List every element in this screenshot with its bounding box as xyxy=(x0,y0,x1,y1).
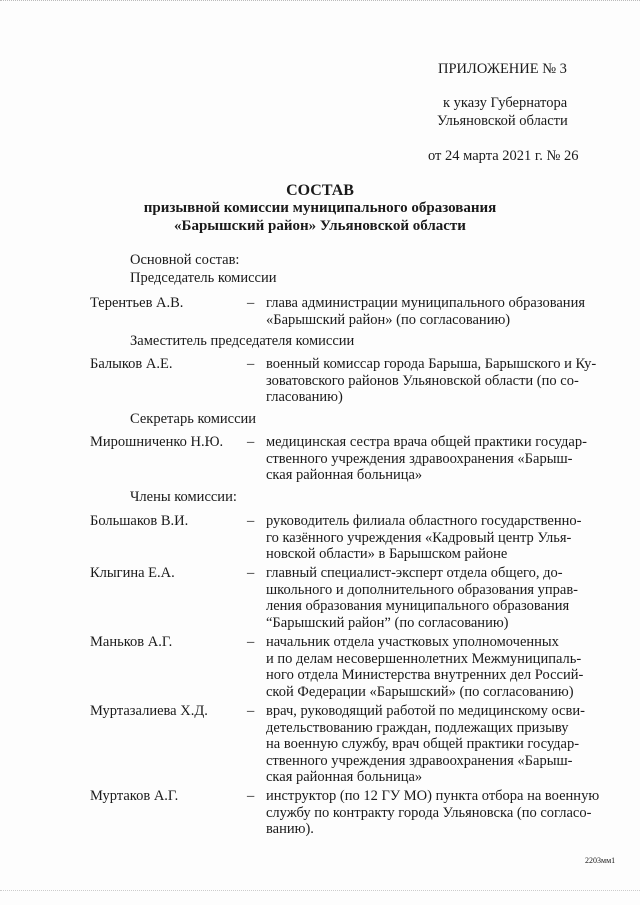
member-name: Маньков А.Г. xyxy=(90,634,173,650)
document-title: СОСТАВ xyxy=(286,182,354,199)
section-secretary: Секретарь комиссии xyxy=(130,411,257,427)
description-line: главный специалист-эксперт отдела общего, до- xyxy=(266,565,563,581)
dash: – xyxy=(247,634,255,650)
document-subtitle-2: «Барышский район» Ульяновской области xyxy=(174,218,466,234)
description-line: инструктор (по 12 ГУ МО) пункта отбора на военную xyxy=(266,788,600,804)
member-name: Мирошниченко Н.Ю. xyxy=(90,434,224,450)
member-description xyxy=(266,788,610,838)
dash: – xyxy=(247,356,255,372)
description-line: военный комиссар города Барыша, Барышского и Ку- xyxy=(266,356,597,372)
description-line: службу по контракту города Ульяновска (по согласо- xyxy=(266,804,592,821)
description-line: ская районная больница» xyxy=(266,467,423,484)
description-line: глава администрации муниципального образования xyxy=(266,295,585,311)
dash: – xyxy=(247,513,255,529)
description-line: “Барышский район” (по согласованию) xyxy=(266,614,509,631)
member-name: Терентьев А.В. xyxy=(90,295,184,311)
decree-line: к указу Губернатора xyxy=(443,95,568,111)
description-line: новской области» в Барышском районе xyxy=(266,546,508,563)
description-line: ская районная больница» xyxy=(266,769,423,786)
dash: – xyxy=(247,565,255,581)
member-name: Муртазалиева Х.Д. xyxy=(90,703,208,719)
dash: – xyxy=(247,295,255,311)
region-line: Ульяновской области xyxy=(437,113,568,129)
dash: – xyxy=(247,788,255,804)
description-line: го казённого учреждения «Кадровый центр Улья- xyxy=(266,529,572,546)
footer-code: 2203мм1 xyxy=(585,856,616,865)
description-line: ного отдела Министерства внутренних дел Россий- xyxy=(266,667,584,684)
description-line: руководитель филиала областного государственно- xyxy=(266,513,582,529)
section-chair: Председатель комиссии xyxy=(130,270,277,286)
description-line: зоватовского районов Ульяновской области (по со- xyxy=(266,372,579,389)
description-line: «Барышский район» (по согласованию) xyxy=(266,311,511,328)
member-description xyxy=(266,703,610,786)
description-line: детельствованию граждан, подлежащих призыву xyxy=(266,719,569,736)
description-line: ской Федерации «Барышский» (по согласованию) xyxy=(266,683,574,700)
description-line: ственного учреждения здравоохранения «Барыш- xyxy=(266,752,573,769)
member-name: Муртаков А.Г. xyxy=(90,788,179,804)
description-line: на военную службу, врач общей практики государ- xyxy=(266,736,580,753)
dash: – xyxy=(247,703,255,719)
member-description xyxy=(266,513,610,563)
section-main: Основной состав: xyxy=(130,252,240,268)
description-line: ления образования муниципального образования xyxy=(266,598,570,615)
scan-edge-bottom xyxy=(0,890,640,895)
description-line: начальник отдела участковых уполномоченных xyxy=(266,634,559,650)
member-name: Балыков А.Е. xyxy=(90,356,173,372)
member-name: Большаков В.И. xyxy=(90,513,189,529)
scan-edge-top xyxy=(0,0,640,5)
section-members: Члены комиссии: xyxy=(130,489,237,505)
appendix-label: ПРИЛОЖЕНИЕ № 3 xyxy=(438,61,567,77)
description-line: школьного и дополнительного образования управ- xyxy=(266,581,579,598)
dash: – xyxy=(247,434,255,450)
member-description xyxy=(266,434,610,484)
member-description xyxy=(266,565,610,631)
description-line: гласованию) xyxy=(266,389,343,406)
section-deputy: Заместитель председателя комиссии xyxy=(130,333,355,349)
decree-date: от 24 марта 2021 г. № 26 xyxy=(428,148,579,164)
member-description xyxy=(266,295,610,328)
description-line: ванию). xyxy=(266,821,314,838)
member-description xyxy=(266,356,610,406)
description-line: медицинская сестра врача общей практики государ- xyxy=(266,434,587,450)
member-description xyxy=(266,634,610,700)
description-line: и по делам несовершеннолетних Межмуниципаль- xyxy=(266,650,582,667)
description-line: ственного учреждения здравоохранения «Барыш- xyxy=(266,450,573,467)
member-name: Клыгина Е.А. xyxy=(90,565,175,581)
description-line: врач, руководящий работой по медицинскому осви- xyxy=(266,703,585,719)
document-subtitle-1: призывной комиссии муниципального образования xyxy=(143,200,497,216)
